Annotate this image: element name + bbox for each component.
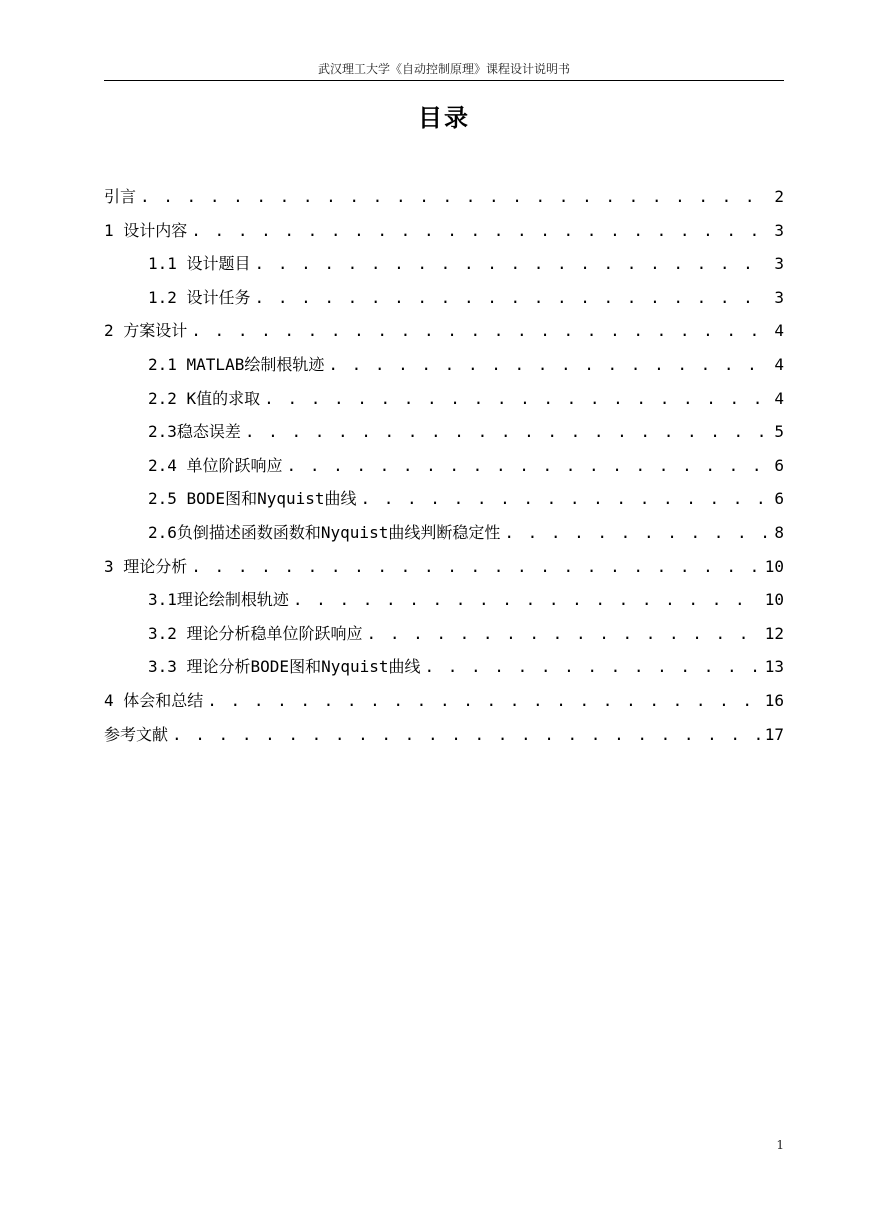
toc-entry[interactable] [104,617,784,651]
toc-entry[interactable] [104,415,784,449]
toc-entry-page-number: 3 [774,220,784,240]
toc-entry-page-number: 8 [774,522,784,542]
toc-dot-leader [245,415,770,449]
page-number: 1 [776,1138,784,1152]
header-rule [104,80,784,81]
toc-dot-leader [255,247,771,281]
toc-dot-leader [191,214,770,248]
toc-entry-label: 2.4 单位阶跃响应 [148,455,283,475]
toc-entry-label: 1.1 设计题目 [148,254,251,274]
toc-entry[interactable] [104,314,784,348]
page-title: 目录 [418,104,470,132]
toc-dot-leader [367,617,761,651]
toc-entry-page-number: 3 [774,254,784,274]
toc-dot-leader [264,382,770,416]
toc-entry-page-number: 10 [764,590,784,610]
toc-entry-page-number: 10 [764,556,784,576]
toc-dot-leader [361,482,771,516]
toc-entry-label: 3 理论分析 [104,556,188,576]
toc-entry-page-number: 4 [774,321,784,341]
toc-entry[interactable] [104,718,784,752]
toc-entry-label: 参考文献 [104,724,169,744]
toc-entry-page-number: 4 [774,388,784,408]
toc-dot-leader [140,180,770,214]
toc-entry-page-number: 17 [764,724,784,744]
toc-dot-leader [172,718,761,752]
toc-entry[interactable] [104,650,784,684]
toc-entry[interactable] [104,482,784,516]
toc-dot-leader [293,583,761,617]
toc-entry[interactable] [104,348,784,382]
toc-entry-page-number: 2 [774,187,784,206]
toc-entry-page-number: 5 [774,422,784,442]
toc-dot-leader [207,684,760,718]
toc-entry[interactable] [104,550,784,584]
toc-entry-label: 引言 [104,187,137,206]
toc-entry[interactable] [104,281,784,315]
toc-entry[interactable] [104,516,784,550]
toc-dot-leader [328,348,770,382]
toc-entry-page-number: 16 [764,690,784,710]
toc-entry-label: 3.2 理论分析稳单位阶跃响应 [148,623,363,643]
toc-entry[interactable] [104,684,784,718]
toc-dot-leader [504,516,770,550]
toc-entry-label: 3.3 理论分析BODE图和Nyquist曲线 [148,657,421,677]
toc-entry-label: 2.5 BODE图和Nyquist曲线 [148,489,357,509]
toc-dot-leader [191,550,760,584]
toc-entry-page-number: 6 [774,455,784,475]
toc-dot-leader [191,314,770,348]
toc-entry-label: 3.1理论绘制根轨迹 [148,590,289,610]
toc-entry[interactable] [104,180,784,214]
toc-entry[interactable] [104,449,784,483]
toc-entry[interactable] [104,583,784,617]
toc-entry-label: 1.2 设计任务 [148,287,251,307]
toc-entry[interactable] [104,247,784,281]
toc-entry-label: 4 体会和总结 [104,690,204,710]
toc-entry-page-number: 4 [774,354,784,374]
running-header: 武汉理工大学《自动控制原理》课程设计说明书 [317,62,570,76]
toc-entry-label: 1 设计内容 [104,220,188,240]
toc-entry-label: 2.1 MATLAB绘制根轨迹 [148,354,325,374]
toc-entry[interactable] [104,214,784,248]
toc-dot-leader [255,281,771,315]
toc-entry-page-number: 12 [764,623,784,643]
toc-entry-label: 2.6负倒描述函数函数和Nyquist曲线判断稳定性 [148,522,501,542]
table-of-contents [104,180,784,751]
toc-dot-leader [425,650,761,684]
toc-dot-leader [287,449,771,483]
toc-entry-page-number: 6 [774,489,784,509]
toc-entry-label: 2.3稳态误差 [148,422,241,442]
toc-entry-page-number: 13 [764,657,784,677]
toc-entry-label: 2 方案设计 [104,321,188,341]
toc-entry-page-number: 3 [774,287,784,307]
toc-entry-label: 2.2 K值的求取 [148,388,261,408]
toc-entry[interactable] [104,382,784,416]
